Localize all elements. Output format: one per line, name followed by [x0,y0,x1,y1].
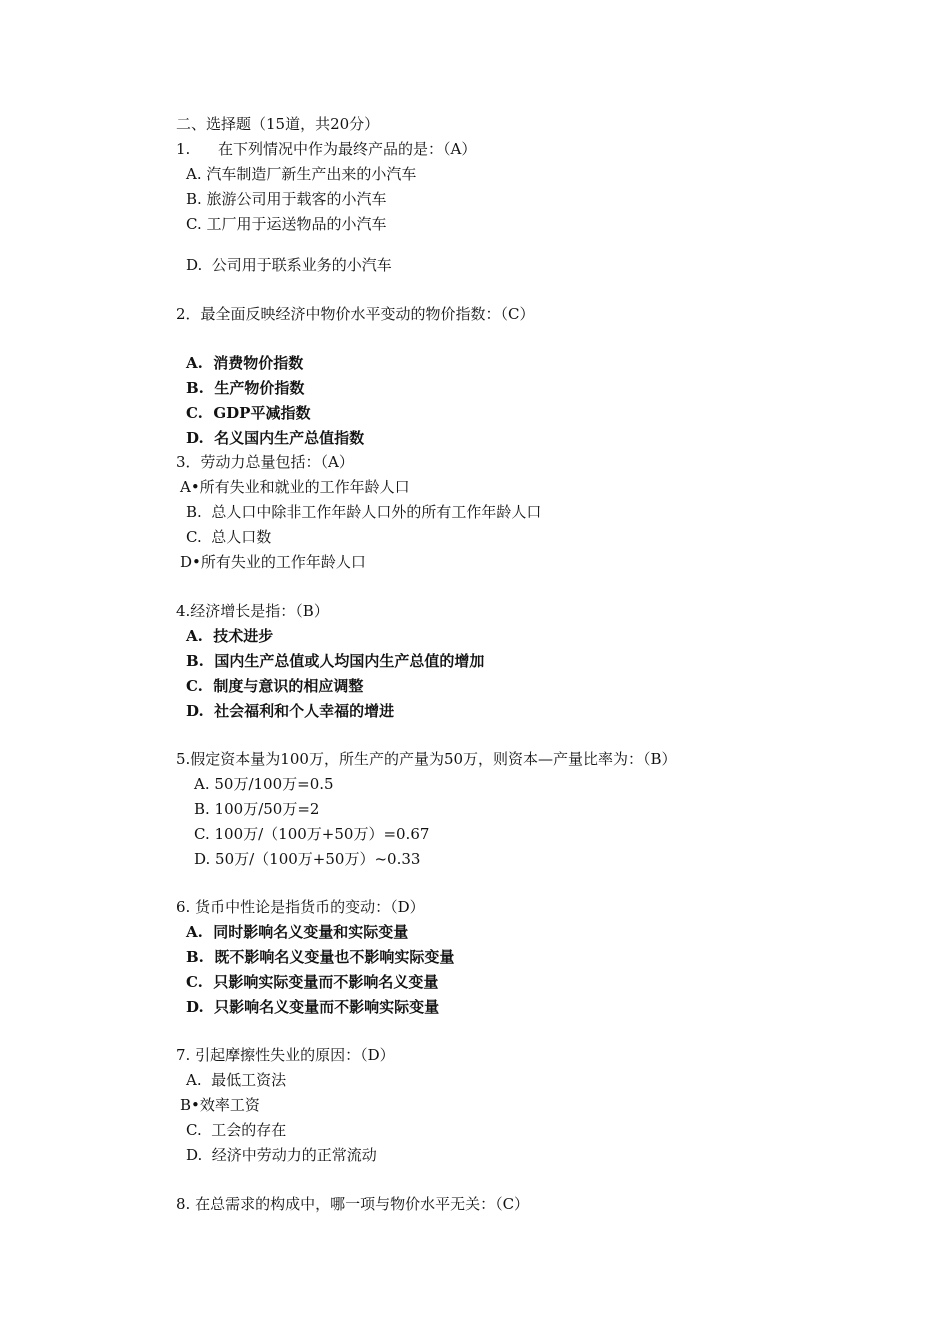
question-2-stem: 2．最全面反映经济中物价水平变动的物价指数：（C） [176,305,535,323]
question-3-option-c: C. 总人口数 [186,528,272,546]
question-2-option-b: B. 生产物价指数 [186,379,305,397]
question-6-option-b: B. 既不影响名义变量也不影响实际变量 [186,948,455,966]
question-3-stem: 3．劳动力总量包括：（A） [176,453,354,471]
question-3-option-d: D•所有失业的工作年龄人口 [180,553,366,571]
question-1-stem: 在下列情况中作为最终产品的是：（A） [218,140,477,158]
question-6-stem: 6. 货币中性论是指货币的变动：（D） [176,898,425,916]
question-2-option-d: D. 名义国内生产总值指数 [186,429,365,447]
question-1-option-b: B. 旅游公司用于载客的小汽车 [186,190,387,208]
question-6-option-d: D. 只影响名义变量而不影响实际变量 [186,998,440,1016]
question-4-stem: 4.经济增长是指：（B） [176,602,329,620]
question-4-option-b: B. 国内生产总值或人均国内生产总值的增加 [186,652,485,670]
question-4-option-c: C. 制度与意识的相应调整 [186,677,364,695]
question-1-option-a: A. 汽车制造厂新生产出来的小汽车 [186,165,417,183]
question-8-stem: 8. 在总需求的构成中，哪一项与物价水平无关：（C） [176,1195,530,1213]
question-4-option-d: D. 社会福利和个人幸福的增进 [186,702,395,720]
question-5-option-c: C. 100万/（100万+50万）=0.67 [194,825,430,843]
question-7-option-c: C. 工会的存在 [186,1121,287,1139]
question-3-option-b: B. 总人口中除非工作年龄人口外的所有工作年龄人口 [186,503,542,521]
question-6-option-c: C. 只影响实际变量而不影响名义变量 [186,973,439,991]
question-1-option-c: C. 工厂用于运送物品的小汽车 [186,215,387,233]
question-5-stem: 5.假定资本量为100万，所生产的产量为50万，则资本—产量比率为：（B） [176,750,677,768]
question-7-stem: 7. 引起摩擦性失业的原因：（D） [176,1046,395,1064]
question-4-option-a: A. 技术进步 [186,627,274,645]
question-5-option-d: D. 50万/（100万+50万）~0.33 [194,850,421,868]
question-7-option-d: D. 经济中劳动力的正常流动 [186,1146,377,1164]
question-1-number: 1. [176,140,191,158]
question-2-option-c: C. GDP平减指数 [186,404,311,422]
section-title: 二、选择题（15道，共20分） [176,115,380,133]
question-6-option-a: A. 同时影响名义变量和实际变量 [186,923,409,941]
question-3-option-a: A•所有失业和就业的工作年龄人口 [180,478,410,496]
question-5-option-b: B. 100万/50万=2 [194,800,320,818]
question-1-option-d: D. 公司用于联系业务的小汽车 [186,256,392,274]
question-7-option-b: B•效率工资 [180,1096,260,1114]
question-5-option-a: A. 50万/100万=0.5 [194,775,334,793]
question-2-option-a: A. 消费物价指数 [186,354,304,372]
question-7-option-a: A. 最低工资法 [186,1071,287,1089]
